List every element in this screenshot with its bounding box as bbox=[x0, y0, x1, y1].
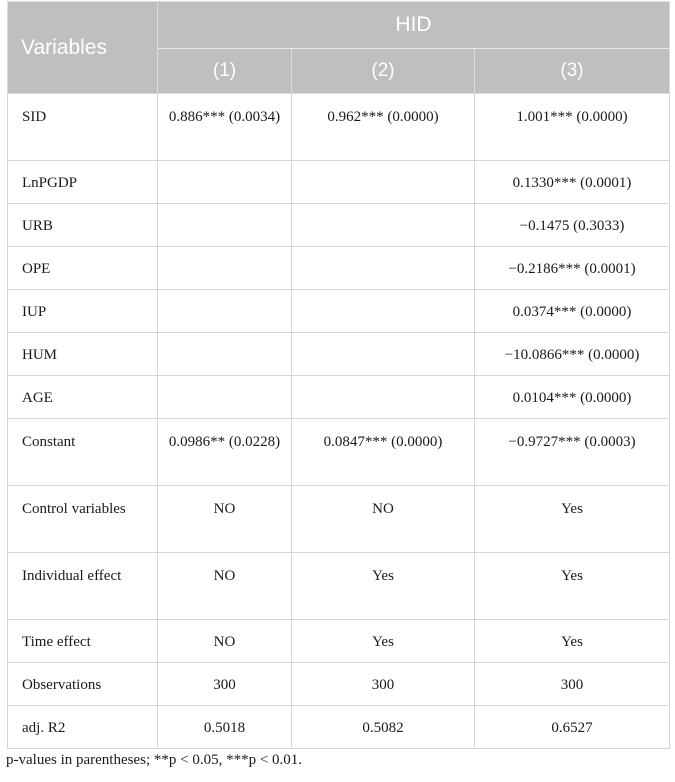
row-label: Time effect bbox=[8, 620, 158, 663]
row-label: URB bbox=[8, 204, 158, 247]
table-row bbox=[8, 419, 670, 486]
row-label: Control variables bbox=[8, 486, 158, 553]
table-body bbox=[8, 94, 670, 749]
row-label: Constant bbox=[8, 419, 158, 486]
cell-col-3: 1.001*** (0.0000) bbox=[475, 94, 670, 161]
column-header-3: (3) bbox=[475, 49, 670, 94]
hid-group-header: HID bbox=[158, 2, 670, 49]
cell-col-3: −0.9727*** (0.0003) bbox=[475, 419, 670, 486]
cell-col-2: 0.962*** (0.0000) bbox=[292, 94, 475, 161]
cell-col-2 bbox=[292, 290, 475, 333]
table-row bbox=[8, 247, 670, 290]
table-row bbox=[8, 663, 670, 706]
cell-col-1 bbox=[158, 333, 292, 376]
table-row bbox=[8, 94, 670, 161]
cell-col-2 bbox=[292, 161, 475, 204]
cell-col-1: NO bbox=[158, 486, 292, 553]
cell-col-1: NO bbox=[158, 553, 292, 620]
table-header bbox=[8, 2, 670, 94]
table-row bbox=[8, 553, 670, 620]
cell-col-1: NO bbox=[158, 620, 292, 663]
cell-col-2: 0.5082 bbox=[292, 706, 475, 749]
cell-col-3: 0.0104*** (0.0000) bbox=[475, 376, 670, 419]
column-header-1: (1) bbox=[158, 49, 292, 94]
cell-col-2: Yes bbox=[292, 553, 475, 620]
cell-col-3: Yes bbox=[475, 486, 670, 553]
table-row bbox=[8, 486, 670, 553]
cell-col-3: −10.0866*** (0.0000) bbox=[475, 333, 670, 376]
cell-col-3: −0.2186*** (0.0001) bbox=[475, 247, 670, 290]
cell-col-1 bbox=[158, 204, 292, 247]
cell-col-1 bbox=[158, 290, 292, 333]
cell-col-1 bbox=[158, 161, 292, 204]
cell-col-3: 0.6527 bbox=[475, 706, 670, 749]
cell-col-2 bbox=[292, 204, 475, 247]
variables-header: Variables bbox=[8, 2, 158, 94]
table-footnote: p-values in parentheses; **p < 0.05, ***p < 0.01. bbox=[6, 752, 303, 768]
table-row bbox=[8, 161, 670, 204]
cell-col-3: Yes bbox=[475, 553, 670, 620]
table-row bbox=[8, 706, 670, 749]
row-label: Individual effect bbox=[8, 553, 158, 620]
cell-col-1: 300 bbox=[158, 663, 292, 706]
cell-col-3: 0.0374*** (0.0000) bbox=[475, 290, 670, 333]
cell-col-1: 0.0986** (0.0228) bbox=[158, 419, 292, 486]
cell-col-2: 300 bbox=[292, 663, 475, 706]
table-row bbox=[8, 204, 670, 247]
table-row bbox=[8, 290, 670, 333]
row-label: IUP bbox=[8, 290, 158, 333]
table-row bbox=[8, 620, 670, 663]
table-row bbox=[8, 376, 670, 419]
regression-table bbox=[7, 1, 670, 749]
cell-col-2 bbox=[292, 333, 475, 376]
row-label: SID bbox=[8, 94, 158, 161]
cell-col-3: −0.1475 (0.3033) bbox=[475, 204, 670, 247]
column-header-2: (2) bbox=[292, 49, 475, 94]
row-label: OPE bbox=[8, 247, 158, 290]
cell-col-2 bbox=[292, 376, 475, 419]
cell-col-2: 0.0847*** (0.0000) bbox=[292, 419, 475, 486]
cell-col-1: 0.5018 bbox=[158, 706, 292, 749]
row-label: HUM bbox=[8, 333, 158, 376]
cell-col-3: Yes bbox=[475, 620, 670, 663]
cell-col-1 bbox=[158, 376, 292, 419]
row-label: AGE bbox=[8, 376, 158, 419]
row-label: LnPGDP bbox=[8, 161, 158, 204]
row-label: Observations bbox=[8, 663, 158, 706]
cell-col-2 bbox=[292, 247, 475, 290]
cell-col-2: Yes bbox=[292, 620, 475, 663]
cell-col-2: NO bbox=[292, 486, 475, 553]
cell-col-1: 0.886*** (0.0034) bbox=[158, 94, 292, 161]
row-label: adj. R2 bbox=[8, 706, 158, 749]
table-row bbox=[8, 333, 670, 376]
cell-col-3: 0.1330*** (0.0001) bbox=[475, 161, 670, 204]
cell-col-1 bbox=[158, 247, 292, 290]
cell-col-3: 300 bbox=[475, 663, 670, 706]
